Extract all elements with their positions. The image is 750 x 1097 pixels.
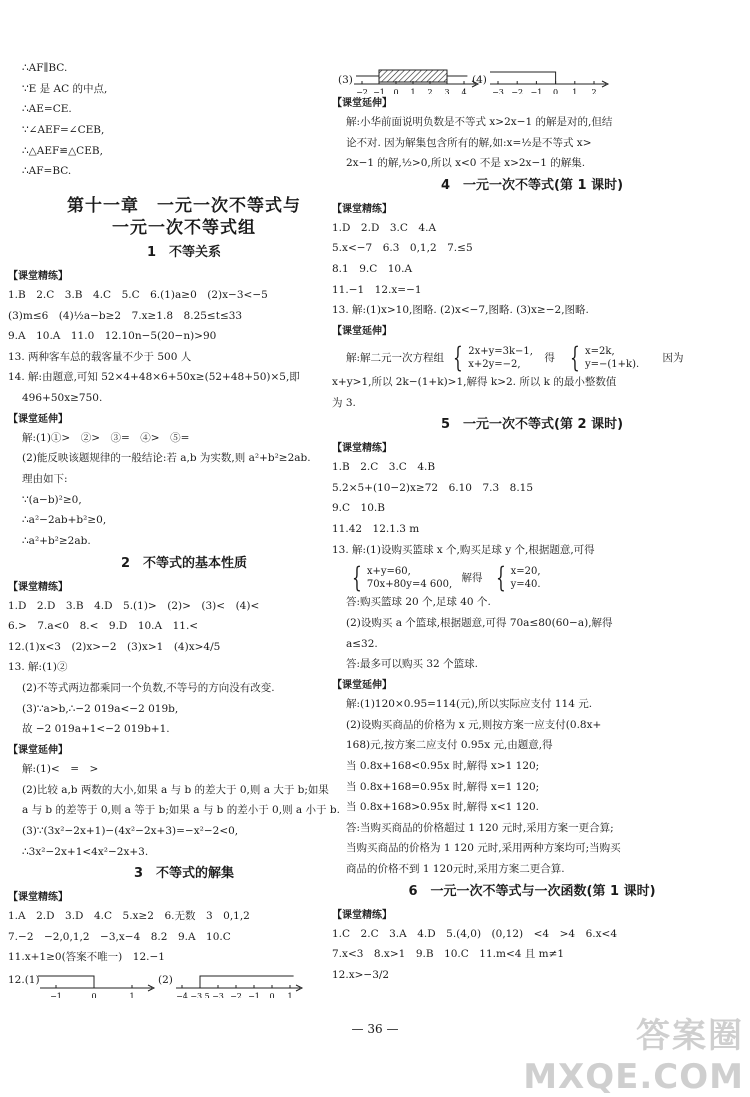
- section-label: 【课堂精练】: [332, 909, 392, 921]
- answer-line: a≤32.: [346, 637, 378, 650]
- answer-line: (2)能反映该题规律的一般结论:若 a,b 为实数,则 a²+b²≥2ab.: [22, 452, 311, 465]
- answer-line: 理由如下:: [22, 473, 68, 486]
- answer-line: 解:小华前面说明负数是不等式 x>2x−1 的解是对的,但结: [346, 116, 613, 128]
- number-line-figure: [174, 966, 304, 998]
- tick-label: 1: [410, 88, 416, 94]
- answer-line: 7.x<3 8.x>1 9.B 10.C 11.m<4 且 m≠1: [332, 948, 565, 961]
- answer-line: (3)∵(3x²−2x+1)−(4x²−2x+3)=−x²−2<0,: [22, 824, 239, 837]
- tick-label: 0: [91, 992, 97, 998]
- section-label: 【课堂延伸】: [332, 98, 392, 109]
- number-line-figure: [352, 60, 480, 94]
- answer-line: 1.B 2.C 3.B 4.C 5.C 6.(1)a≥0 (2)x−3<−5: [8, 288, 268, 301]
- answer-line: 168)元,按方案二应支付 0.95x 元,由题意,得: [346, 739, 553, 752]
- answer-line: 解:(1)①> ②> ③= ④> ⑤=: [22, 431, 190, 444]
- section-1-extension: [8, 432, 360, 549]
- tick-label: 0: [393, 88, 399, 94]
- answer-line: 496+50x≥750.: [22, 392, 103, 405]
- number-line-label: (2): [158, 974, 173, 986]
- tick-label: −1: [50, 992, 62, 998]
- tick-label: −3.5: [190, 992, 210, 998]
- answer-line: ∴AF∥BC.: [22, 62, 68, 74]
- section-label: 【课堂延伸】: [332, 679, 392, 691]
- answer-line: (2)不等式两边都乘同一个负数,不等号的方向没有改变.: [22, 682, 275, 695]
- section-label: 【课堂精练】: [332, 443, 392, 455]
- right-column: [332, 60, 732, 990]
- tick-label: −2: [511, 88, 524, 94]
- answer-line: (3)m≤6 (4)½a−b≥2 7.x≥1.8 8.25≤t≤33: [8, 309, 243, 322]
- answer-line: (2)比较 a,b 两数的大小,如果 a 与 b 的差大于 0,则 a 大于 b;如果: [22, 783, 329, 796]
- chapter-title: 第十一章 一元一次不等式与 一元一次不等式组: [67, 195, 301, 238]
- answer-line: 解:(1)120×0.95=114(元),所以实际应支付 114 元.: [346, 697, 593, 710]
- watermark-url: MXQE.COM: [523, 1057, 744, 1097]
- solution-band: [379, 70, 447, 82]
- answer-line: 5.x<−7 6.3 0,1,2 7.≤5: [332, 242, 473, 255]
- tick-label: −1: [248, 992, 260, 998]
- section-4-extension: [332, 376, 732, 410]
- tick-label: −3: [212, 992, 224, 998]
- section-5-answers: [332, 461, 732, 557]
- section-1-answers: [8, 289, 360, 406]
- answer-line: (2)设购买 a 个篮球,根据题意,可得 70a≤80(60−a),解得: [346, 617, 613, 630]
- answer-line: a 与 b 的差等于 0,则 a 等于 b;如果 a 与 b 的差小于 0,则 a 小于 b.: [22, 804, 340, 817]
- answer-line: 14. 解:由题意,可知 52×4+48×6+50x≥(52+48+50)×5,即: [8, 371, 300, 384]
- answer-line: 当 0.8x+168>0.95x 时,解得 x<1 120.: [346, 801, 540, 814]
- solution-ray: [200, 976, 294, 988]
- equation-system: { 2x+y=3k−1, x+2y=−2,: [453, 341, 533, 375]
- number-line-label: (3): [338, 74, 353, 86]
- proof-lines: [8, 62, 360, 179]
- equation-system: { x+y=60, 70x+80y=4 600,: [352, 561, 453, 595]
- answer-line: 商品的价格不到 1 120元时,采用方案二更合算.: [346, 863, 565, 876]
- answer-line: 9.A 10.A 11.0 12.10n−5(20−n)>90: [8, 330, 217, 343]
- equation-system-line: { x+y=60, 70x+80y=4 600, 解得 { x=20, y=40.: [332, 564, 732, 592]
- answer-line: 1.B 2.C 3.C 4.B: [332, 461, 436, 474]
- answer-line: 答:最多可以购买 32 个篮球.: [346, 658, 478, 671]
- answer-line: 答:当购买商品的价格超过 1 120 元时,采用方案一更合算;: [346, 821, 614, 834]
- equation-system: { x=20, y=40.: [495, 561, 541, 595]
- section-2-title: 2 不等式的基本性质: [120, 555, 248, 571]
- answer-line: 9.C 10.B: [332, 502, 385, 515]
- answer-line: 13. 两种客车总的载客量不少于 500 人: [8, 350, 192, 363]
- tick-label: 1: [572, 88, 578, 94]
- answer-line: ∴a²−2ab+b²≥0,: [22, 514, 107, 527]
- section-4-title: 4 一元一次不等式(第 1 课时): [440, 177, 624, 193]
- answer-line: (2)设购买商品的价格为 x 元,则按方案一应支付(0.8x+: [346, 718, 602, 731]
- tick-label: 1: [287, 992, 293, 998]
- section-5-extension: [332, 698, 732, 877]
- answer-line: ∴△AEF≌△CEB,: [22, 144, 103, 157]
- answer-line: 6.> 7.a<0 8.< 9.D 10.A 11.<: [8, 620, 199, 633]
- section-5-title: 5 一元一次不等式(第 2 课时): [440, 417, 624, 433]
- answer-line: ∴AF=BC.: [22, 165, 72, 178]
- tick-label: −1: [530, 88, 543, 94]
- tick-label: 1: [129, 992, 135, 998]
- answer-line: 解:(1)< = >: [22, 762, 99, 775]
- answer-line: 13. 解:(1)设购买篮球 x 个,购买足球 y 个,根据题意,可得: [332, 543, 595, 556]
- answer-line: 11.x+1≥0(答案不唯一) 12.−1: [8, 951, 165, 964]
- answer-line: 12.x>−3/2: [332, 968, 390, 981]
- answer-line: (3)∵a>b,∴−2 019a<−2 019b,: [22, 702, 179, 715]
- tick-label: 4: [461, 88, 467, 94]
- section-2-extension: [8, 763, 360, 859]
- tick-label: −1: [373, 88, 385, 94]
- section-label: 【课堂精练】: [8, 892, 68, 904]
- answer-line: ∴AE=CE.: [22, 103, 72, 116]
- section-label: 【课堂延伸】: [332, 326, 392, 338]
- section-2-answers: [8, 600, 360, 737]
- answer-line: 13. 解:(1)②: [8, 661, 68, 674]
- solution-ray: [38, 976, 94, 988]
- equation-system: { x=2k, y=−(1+k).: [570, 341, 640, 375]
- tick-label: −2: [356, 88, 368, 94]
- answer-line: x+y>1,所以 2k−(1+k)>1,解得 k>2. 所以 k 的最小整数值: [332, 376, 617, 389]
- answer-line: 13. 解:(1)x>10,图略. (2)x<−7,图略. (3)x≥−2,图略.: [332, 304, 589, 317]
- section-3-title: 3 不等式的解集: [133, 866, 235, 882]
- section-label: 【课堂精练】: [332, 203, 392, 215]
- answer-line: 故 −2 019a+1<−2 019b+1.: [22, 723, 170, 736]
- section-3-answers: [8, 910, 360, 965]
- answer-line: 1.C 2.C 3.A 4.D 5.(4,0) (0,12) <4 >4 6.x<4: [332, 927, 617, 940]
- answer-line: 当 0.8x+168<0.95x 时,解得 x>1 120;: [346, 759, 540, 772]
- answer-line: ∵∠AEF=∠CEB,: [22, 123, 105, 136]
- tick-label: 3: [444, 88, 450, 94]
- watermark-logo: [523, 1008, 744, 1097]
- section-6-title: 6 一元一次不等式与一次函数(第 1 课时): [408, 883, 656, 899]
- number-line-label: (4): [472, 74, 487, 86]
- section-label: 【课堂延伸】: [8, 744, 68, 756]
- section-label: 【课堂延伸】: [8, 413, 68, 425]
- answer-line: 5.2×5+(10−2)x≥72 6.10 7.3 8.15: [332, 481, 534, 494]
- answer-line: ∵(a−b)²≥0,: [22, 493, 82, 506]
- section-3-extension: [332, 116, 732, 171]
- answer-line: 论不对. 因为解集包含所有的解,如:x=½是不等式 x>: [346, 136, 592, 149]
- tick-label: −2: [230, 992, 242, 998]
- answer-line: 当 0.8x+168=0.95x 时,解得 x=1 120;: [346, 780, 540, 793]
- answer-line: 7.−2 −2,0,1,2 −3,x−4 8.2 9.A 10.C: [8, 930, 231, 943]
- answer-line: 为 3.: [332, 396, 356, 409]
- number-lines-row: [8, 972, 360, 1006]
- section-label: 【课堂精练】: [8, 270, 68, 282]
- section-6-answers: [332, 928, 732, 983]
- answer-line: 1.A 2.D 3.D 4.C 5.x≥2 6.无数 3 0,1,2: [8, 910, 250, 923]
- answer-line: ∴3x²−2x+1<4x²−2x+3.: [22, 845, 149, 858]
- answer-line: 当购买商品的价格为 1 120 元时,采用两种方案均可;当购买: [346, 842, 621, 855]
- answer-line: 1.D 2.D 3.B 4.D 5.(1)> (2)> (3)< (4)<: [8, 599, 260, 612]
- answer-line: 2x−1 的解,½>0,所以 x<0 不是 x>2x−1 的解集.: [346, 157, 586, 170]
- number-line-figure: [488, 60, 610, 94]
- number-line-label: 12.(1): [8, 974, 40, 986]
- answer-line: 8.1 9.C 10.A: [332, 263, 413, 276]
- section-5-answer-tail: [332, 596, 732, 672]
- answer-line: ∵E 是 AC 的中点,: [22, 82, 108, 95]
- answer-line: 11.42 12.1.3 m: [332, 523, 420, 536]
- tick-label: 2: [591, 88, 597, 94]
- tick-label: 0: [269, 992, 275, 998]
- section-4-answers: [332, 222, 732, 318]
- solution-ray: [490, 72, 556, 84]
- number-line-figure: [38, 966, 156, 998]
- answer-line: ∴a²+b²≥2ab.: [22, 534, 91, 547]
- tick-label: −4: [176, 992, 188, 998]
- number-lines-row: [332, 60, 732, 94]
- section-label: 【课堂精练】: [8, 581, 68, 593]
- answer-line: 答:购买篮球 20 个,足球 40 个.: [346, 596, 491, 609]
- tick-label: 2: [427, 88, 433, 94]
- tick-label: −3: [492, 88, 504, 94]
- tick-label: 0: [553, 88, 559, 94]
- left-column: [8, 62, 360, 1013]
- watermark-text: 答案圈: [636, 1016, 744, 1056]
- answer-line: 11.−1 12.x=−1: [332, 283, 422, 296]
- section-1-title: 1 不等关系: [146, 245, 222, 261]
- answer-line: 12.(1)x<3 (2)x>−2 (3)x>1 (4)x>4/5: [8, 640, 221, 653]
- answer-line: 1.D 2.D 3.C 4.A: [332, 221, 437, 234]
- equation-system-line: 解:解二元一次方程组 { 2x+y=3k−1, x+2y=−2, 得 { x=2k, y=−(1+k). 因为: [346, 341, 684, 375]
- page-number: — 36 —: [351, 1022, 399, 1036]
